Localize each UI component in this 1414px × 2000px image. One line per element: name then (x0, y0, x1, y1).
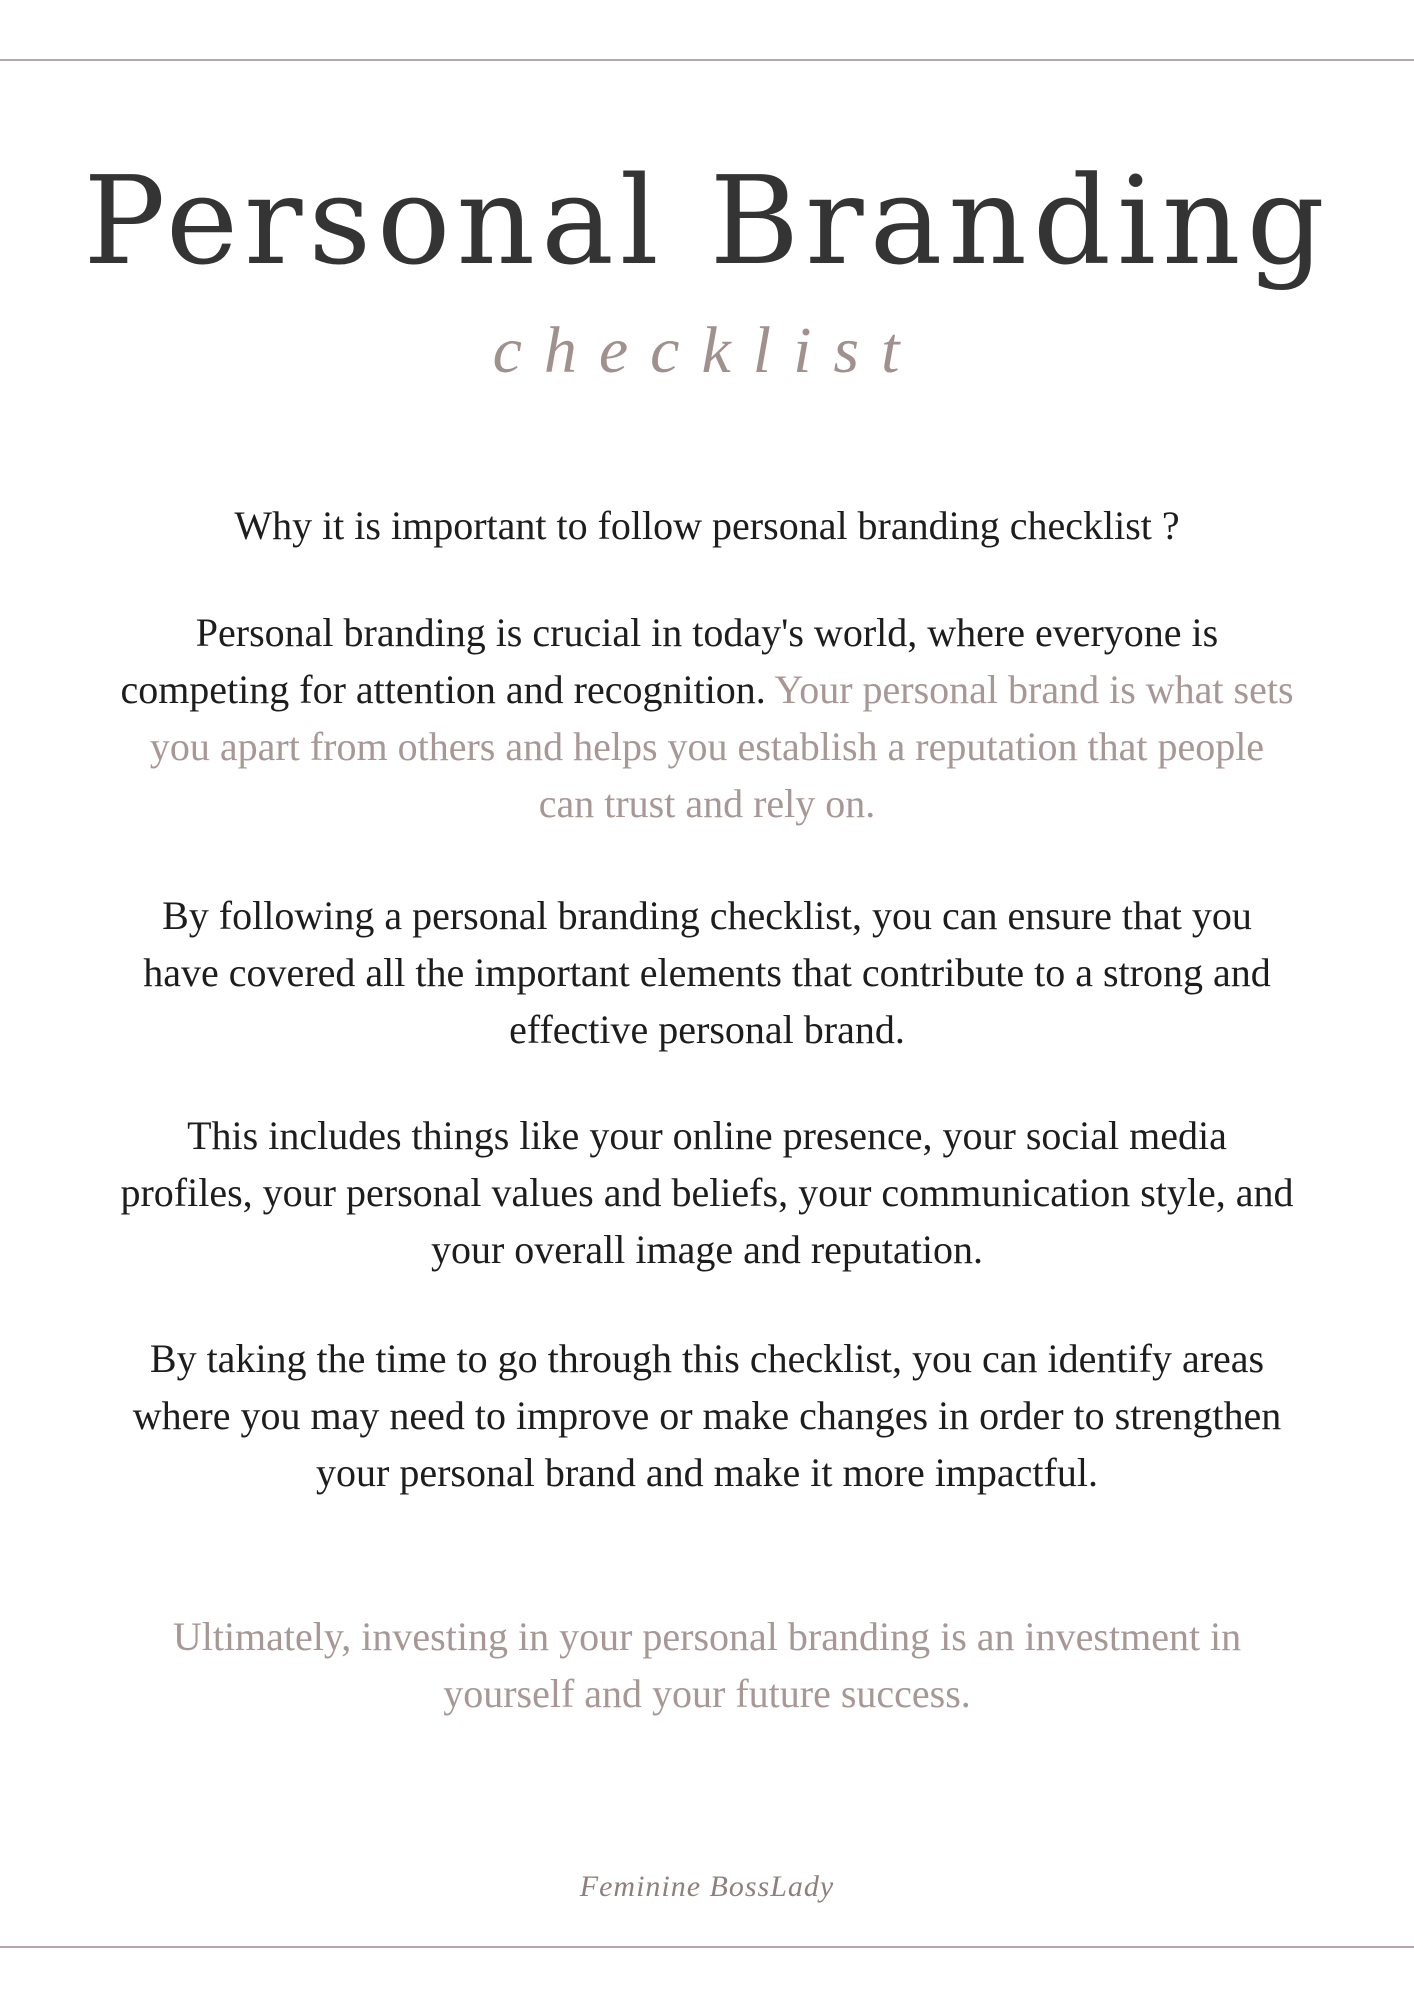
paragraph-importance-text: Personal branding is crucial in today's world, where everyone is competing for attention and recognition. (120, 610, 1219, 712)
paragraph-importance-highlight: Your personal brand is what sets you apart from others and helps you establish a reputation that people can trust and rely on. (149, 667, 1294, 826)
page-subtitle: checklist (492, 314, 922, 387)
paragraph-improvement: By taking the time to go through this checklist, you can identify areas where you may need to improve or make changes in order to strengthen your personal brand and make it more impactful. (132, 1336, 1282, 1495)
page-title: Personal Branding (83, 150, 1331, 292)
paragraph-checklist-benefit: By following a personal branding checklist, you can ensure that you have covered all the important elements that contribute to a strong and effective personal brand. (143, 893, 1271, 1052)
paragraph-elements: This includes things like your online presence, your social media profiles, your personal values and beliefs, your communication style, and your overall image and reputation. (120, 1113, 1294, 1272)
closing-statement: Ultimately, investing in your personal branding is an investment in yourself and your future success. (172, 1614, 1242, 1716)
intro-question: Why it is important to follow personal branding checklist ? (234, 503, 1180, 548)
paragraph-importance (120, 604, 1294, 832)
brand-signature: Feminine BossLady (579, 1870, 835, 1903)
top-divider (0, 59, 1414, 61)
bottom-divider (0, 1946, 1414, 1948)
